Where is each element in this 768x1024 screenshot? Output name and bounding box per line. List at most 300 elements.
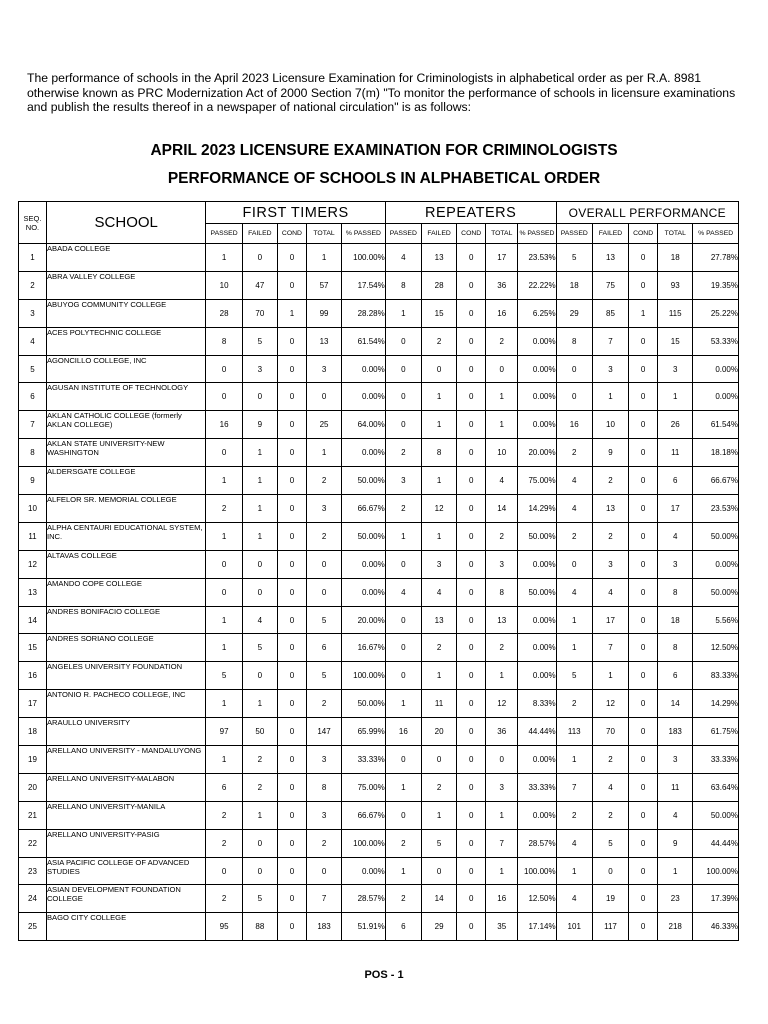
overall-subheader-cond: COND [629,224,658,244]
overall-cond-cell: 0 [629,885,658,913]
first-timers-passed-cell: 2 [206,829,242,857]
overall-percent-passed-cell: 83.33% [693,662,739,690]
overall-passed-cell: 2 [556,690,592,718]
first-timers-cond-cell: 0 [277,244,306,272]
first-timers-total-cell: 3 [306,495,341,523]
overall-total-cell: 3 [658,746,693,774]
seq-no-cell: 6 [19,383,47,411]
school-name-cell: ABRA VALLEY COLLEGE [46,271,206,299]
repeaters-passed-cell: 0 [385,327,421,355]
first-timers-percent-passed-cell: 50.00% [342,522,386,550]
overall-total-cell: 3 [658,550,693,578]
first-timers-cond-cell: 0 [277,634,306,662]
overall-passed-cell: 4 [556,467,592,495]
repeaters-percent-passed-cell: 6.25% [518,299,556,327]
repeaters-failed-cell: 2 [421,327,456,355]
repeaters-total-cell: 13 [486,606,518,634]
seq-no-cell: 16 [19,662,47,690]
first-timers-percent-passed-cell: 20.00% [342,606,386,634]
first-timers-passed-cell: 0 [206,578,242,606]
seq-no-cell: 7 [19,411,47,439]
first-timers-failed-cell: 9 [242,411,277,439]
repeaters-cond-cell: 0 [457,606,486,634]
overall-failed-cell: 2 [592,522,628,550]
seq-no-cell: 20 [19,773,47,801]
repeaters-percent-passed-cell: 17.14% [518,913,556,941]
repeaters-failed-cell: 1 [421,383,456,411]
overall-failed-cell: 12 [592,690,628,718]
repeaters-passed-cell: 8 [385,271,421,299]
seq-no-cell: 21 [19,801,47,829]
overall-total-cell: 17 [658,495,693,523]
table-row [19,411,739,439]
first-timers-cond-cell: 0 [277,467,306,495]
repeaters-failed-cell: 4 [421,578,456,606]
repeaters-passed-cell: 1 [385,690,421,718]
repeaters-total-cell: 1 [486,383,518,411]
school-name-cell: ALFELOR SR. MEMORIAL COLLEGE [46,495,206,523]
repeaters-cond-cell: 0 [457,829,486,857]
first-timers-cond-cell: 0 [277,606,306,634]
repeaters-percent-passed-cell: 0.00% [518,606,556,634]
first-timers-cond-cell: 0 [277,829,306,857]
repeaters-passed-cell: 0 [385,634,421,662]
overall-failed-cell: 10 [592,411,628,439]
repeaters-total-cell: 3 [486,773,518,801]
repeaters-cond-cell: 0 [457,439,486,467]
overall-total-cell: 218 [658,913,693,941]
repeaters-total-cell: 36 [486,718,518,746]
first-timers-failed-cell: 0 [242,244,277,272]
overall-percent-passed-cell: 18.18% [693,439,739,467]
school-name-cell: ASIAN DEVELOPMENT FOUNDATION COLLEGE [46,885,206,913]
repeaters-total-cell: 16 [486,299,518,327]
school-name-cell: AGONCILLO COLLEGE, INC [46,355,206,383]
repeaters-failed-cell: 12 [421,495,456,523]
repeaters-total-cell: 10 [486,439,518,467]
overall-passed-cell: 2 [556,801,592,829]
repeaters-total-cell: 3 [486,550,518,578]
first-timers-cond-cell: 0 [277,550,306,578]
overall-passed-cell: 101 [556,913,592,941]
first-timers-total-cell: 183 [306,913,341,941]
repeaters-cond-cell: 0 [457,383,486,411]
repeaters-passed-cell: 16 [385,718,421,746]
repeaters-passed-cell: 0 [385,746,421,774]
first-timers-passed-cell: 28 [206,299,242,327]
first-timers-cond-cell: 0 [277,913,306,941]
first-timers-cond-cell: 1 [277,299,306,327]
school-name-cell: ABUYOG COMMUNITY COLLEGE [46,299,206,327]
table-row [19,634,739,662]
school-name-cell: AMANDO COPE COLLEGE [46,578,206,606]
repeaters-cond-cell: 0 [457,690,486,718]
repeaters-passed-cell: 1 [385,522,421,550]
table-row [19,690,739,718]
school-name-cell: ALTAVAS COLLEGE [46,550,206,578]
school-name-cell: ALPHA CENTAURI EDUCATIONAL SYSTEM, INC. [46,522,206,550]
repeaters-cond-cell: 0 [457,857,486,885]
school-name-cell: ANDRES BONIFACIO COLLEGE [46,606,206,634]
repeaters-cond-cell: 0 [457,327,486,355]
overall-failed-cell: 3 [592,550,628,578]
overall-total-cell: 18 [658,244,693,272]
repeaters-cond-cell: 0 [457,662,486,690]
repeaters-total-cell: 0 [486,746,518,774]
table-row [19,439,739,467]
table-row [19,606,739,634]
repeaters-failed-cell: 5 [421,829,456,857]
first-timers-failed-cell: 4 [242,606,277,634]
first-timers-total-cell: 0 [306,383,341,411]
overall-passed-cell: 0 [556,355,592,383]
overall-cond-cell: 0 [629,411,658,439]
repeaters-cond-cell: 0 [457,885,486,913]
document-subtitle: PERFORMANCE OF SCHOOLS IN ALPHABETICAL ORDER [167,170,601,187]
table-row [19,578,739,606]
school-name-cell: ABADA COLLEGE [46,244,206,272]
first-timers-percent-passed-cell: 100.00% [342,662,386,690]
overall-percent-passed-cell: 23.53% [693,495,739,523]
table-row [19,550,739,578]
overall-passed-cell: 7 [556,773,592,801]
overall-cond-cell: 0 [629,439,658,467]
first-timers-failed-cell: 5 [242,885,277,913]
first-timers-passed-cell: 2 [206,801,242,829]
overall-passed-cell: 4 [556,495,592,523]
repeaters-passed-cell: 4 [385,578,421,606]
repeaters-cond-cell: 0 [457,495,486,523]
seq-no-cell: 9 [19,467,47,495]
first-timers-total-cell: 147 [306,718,341,746]
first-timers-total-cell: 99 [306,299,341,327]
first-timers-cond-cell: 0 [277,801,306,829]
overall-cond-cell: 0 [629,718,658,746]
first-timers-percent-passed-cell: 28.57% [342,885,386,913]
overall-failed-cell: 117 [592,913,628,941]
overall-percent-passed-cell: 0.00% [693,383,739,411]
first-timers-percent-passed-cell: 0.00% [342,550,386,578]
repeaters-failed-cell: 3 [421,550,456,578]
first-timers-passed-cell: 0 [206,439,242,467]
overall-percent-passed-cell: 61.54% [693,411,739,439]
repeaters-failed-cell: 13 [421,244,456,272]
repeaters-percent-passed-cell: 0.00% [518,746,556,774]
first-timers-passed-cell: 1 [206,244,242,272]
repeaters-cond-cell: 0 [457,550,486,578]
overall-total-cell: 4 [658,522,693,550]
first-timers-subheader-cond: COND [277,224,306,244]
first-timers-total-cell: 57 [306,271,341,299]
first-timers-passed-cell: 2 [206,495,242,523]
overall-passed-cell: 5 [556,244,592,272]
repeaters-passed-cell: 0 [385,411,421,439]
table-row [19,244,739,272]
school-name-cell: AGUSAN INSTITUTE OF TECHNOLOGY [46,383,206,411]
first-timers-percent-passed-cell: 0.00% [342,857,386,885]
repeaters-total-cell: 1 [486,411,518,439]
overall-failed-cell: 70 [592,718,628,746]
repeaters-subheader-cond: COND [457,224,486,244]
overall-failed-cell: 3 [592,355,628,383]
school-name-cell: ACES POLYTECHNIC COLLEGE [46,327,206,355]
overall-passed-cell: 16 [556,411,592,439]
table-row [19,327,739,355]
document-title: APRIL 2023 LICENSURE EXAMINATION FOR CRIMINOLOGISTS [150,142,618,159]
overall-percent-passed-cell: 19.35% [693,271,739,299]
repeaters-total-cell: 7 [486,829,518,857]
repeaters-percent-passed-cell: 22.22% [518,271,556,299]
first-timers-total-cell: 5 [306,662,341,690]
repeaters-total-cell: 2 [486,522,518,550]
first-timers-passed-cell: 1 [206,746,242,774]
school-name-cell: ARELLANO UNIVERSITY-PASIG [46,829,206,857]
overall-total-cell: 1 [658,857,693,885]
first-timers-subheader-passed: PASSED [206,224,242,244]
first-timers-percent-passed-cell: 51.91% [342,913,386,941]
overall-failed-cell: 17 [592,606,628,634]
overall-percent-passed-cell: 100.00% [693,857,739,885]
overall-subheader-total: TOTAL [658,224,693,244]
overall-percent-passed-cell: 50.00% [693,801,739,829]
seq-no-cell: 4 [19,327,47,355]
seq-no-cell: 14 [19,606,47,634]
repeaters-subheader-total: TOTAL [486,224,518,244]
repeaters-passed-cell: 0 [385,662,421,690]
overall-percent-passed-cell: 63.64% [693,773,739,801]
repeaters-passed-cell: 4 [385,244,421,272]
repeaters-cond-cell: 0 [457,467,486,495]
repeaters-passed-cell: 1 [385,299,421,327]
school-name-cell: ARELLANO UNIVERSITY-MANILA [46,801,206,829]
first-timers-cond-cell: 0 [277,522,306,550]
repeaters-percent-passed-cell: 44.44% [518,718,556,746]
first-timers-passed-cell: 1 [206,522,242,550]
first-timers-failed-cell: 70 [242,299,277,327]
repeaters-cond-cell: 0 [457,411,486,439]
repeaters-passed-cell: 6 [385,913,421,941]
first-timers-failed-cell: 1 [242,690,277,718]
school-name-cell: ARELLANO UNIVERSITY-MALABON [46,773,206,801]
repeaters-total-cell: 12 [486,690,518,718]
first-timers-percent-passed-cell: 66.67% [342,495,386,523]
repeaters-percent-passed-cell: 23.53% [518,244,556,272]
first-timers-failed-cell: 2 [242,746,277,774]
first-timers-cond-cell: 0 [277,857,306,885]
first-timers-failed-cell: 1 [242,495,277,523]
first-timers-failed-cell: 88 [242,913,277,941]
repeaters-total-cell: 14 [486,495,518,523]
overall-failed-cell: 7 [592,327,628,355]
first-timers-percent-passed-cell: 28.28% [342,299,386,327]
repeaters-percent-passed-cell: 8.33% [518,690,556,718]
first-timers-cond-cell: 0 [277,662,306,690]
repeaters-total-cell: 0 [486,355,518,383]
repeaters-cond-cell: 0 [457,271,486,299]
overall-passed-cell: 1 [556,634,592,662]
table-row [19,829,739,857]
repeaters-percent-passed-cell: 0.00% [518,550,556,578]
first-timers-passed-cell: 10 [206,271,242,299]
table-row [19,495,739,523]
overall-total-cell: 93 [658,271,693,299]
overall-total-cell: 6 [658,662,693,690]
seq-no-cell: 23 [19,857,47,885]
repeaters-percent-passed-cell: 12.50% [518,885,556,913]
first-timers-passed-cell: 95 [206,913,242,941]
overall-subheader-failed: FAILED [592,224,628,244]
overall-passed-cell: 4 [556,829,592,857]
repeaters-percent-passed-cell: 75.00% [518,467,556,495]
table-row [19,662,739,690]
first-timers-cond-cell: 0 [277,773,306,801]
overall-failed-cell: 0 [592,857,628,885]
overall-passed-cell: 18 [556,271,592,299]
overall-percent-passed-cell: 27.78% [693,244,739,272]
repeaters-passed-cell: 2 [385,495,421,523]
overall-total-cell: 115 [658,299,693,327]
repeaters-passed-cell: 0 [385,606,421,634]
repeaters-passed-cell: 3 [385,467,421,495]
school-name-cell: ANTONIO R. PACHECO COLLEGE, INC [46,690,206,718]
first-timers-failed-cell: 3 [242,355,277,383]
first-timers-total-cell: 25 [306,411,341,439]
seq-no-cell: 24 [19,885,47,913]
school-name-cell: ARAULLO UNIVERSITY [46,718,206,746]
repeaters-passed-cell: 0 [385,550,421,578]
first-timers-failed-cell: 1 [242,522,277,550]
header-school: SCHOOL [46,202,206,244]
repeaters-total-cell: 17 [486,244,518,272]
first-timers-percent-passed-cell: 100.00% [342,829,386,857]
first-timers-percent-passed-cell: 65.99% [342,718,386,746]
first-timers-passed-cell: 1 [206,634,242,662]
first-timers-cond-cell: 0 [277,439,306,467]
overall-cond-cell: 0 [629,522,658,550]
repeaters-passed-cell: 0 [385,801,421,829]
table-row [19,383,739,411]
overall-subheader-passed: PASSED [556,224,592,244]
first-timers-passed-cell: 97 [206,718,242,746]
overall-percent-passed-cell: 0.00% [693,550,739,578]
first-timers-percent-passed-cell: 50.00% [342,690,386,718]
header-seq-no: SEQ. NO. [19,202,47,244]
first-timers-percent-passed-cell: 66.67% [342,801,386,829]
first-timers-passed-cell: 2 [206,885,242,913]
overall-failed-cell: 13 [592,495,628,523]
first-timers-percent-passed-cell: 0.00% [342,355,386,383]
seq-no-cell: 22 [19,829,47,857]
table-row [19,857,739,885]
overall-failed-cell: 1 [592,383,628,411]
overall-cond-cell: 0 [629,634,658,662]
first-timers-failed-cell: 47 [242,271,277,299]
first-timers-percent-passed-cell: 0.00% [342,383,386,411]
school-name-cell: ARELLANO UNIVERSITY - MANDALUYONG [46,746,206,774]
overall-total-cell: 14 [658,690,693,718]
repeaters-failed-cell: 0 [421,746,456,774]
overall-passed-cell: 0 [556,383,592,411]
overall-percent-passed-cell: 12.50% [693,634,739,662]
overall-passed-cell: 4 [556,885,592,913]
first-timers-percent-passed-cell: 0.00% [342,439,386,467]
first-timers-failed-cell: 1 [242,439,277,467]
first-timers-percent-passed-cell: 100.00% [342,244,386,272]
overall-total-cell: 11 [658,439,693,467]
overall-cond-cell: 0 [629,327,658,355]
overall-total-cell: 3 [658,355,693,383]
seq-no-cell: 3 [19,299,47,327]
repeaters-failed-cell: 1 [421,801,456,829]
overall-total-cell: 9 [658,829,693,857]
overall-total-cell: 8 [658,634,693,662]
repeaters-total-cell: 36 [486,271,518,299]
first-timers-cond-cell: 0 [277,746,306,774]
repeaters-passed-cell: 2 [385,439,421,467]
repeaters-total-cell: 4 [486,467,518,495]
overall-failed-cell: 1 [592,662,628,690]
seq-no-cell: 18 [19,718,47,746]
overall-cond-cell: 0 [629,913,658,941]
overall-passed-cell: 1 [556,857,592,885]
repeaters-cond-cell: 0 [457,718,486,746]
first-timers-total-cell: 8 [306,773,341,801]
repeaters-passed-cell: 0 [385,355,421,383]
seq-no-cell: 25 [19,913,47,941]
repeaters-failed-cell: 28 [421,271,456,299]
overall-passed-cell: 1 [556,606,592,634]
school-name-cell: BAGO CITY COLLEGE [46,913,206,941]
first-timers-percent-passed-cell: 17.54% [342,271,386,299]
overall-percent-passed-cell: 61.75% [693,718,739,746]
overall-failed-cell: 13 [592,244,628,272]
repeaters-percent-passed-cell: 0.00% [518,383,556,411]
first-timers-percent-passed-cell: 50.00% [342,467,386,495]
first-timers-subheader-percent-passed: % PASSED [342,224,386,244]
overall-passed-cell: 113 [556,718,592,746]
table-row [19,467,739,495]
first-timers-total-cell: 1 [306,244,341,272]
first-timers-passed-cell: 0 [206,550,242,578]
repeaters-failed-cell: 14 [421,885,456,913]
repeaters-failed-cell: 15 [421,299,456,327]
table-row [19,718,739,746]
repeaters-cond-cell: 0 [457,299,486,327]
first-timers-failed-cell: 0 [242,383,277,411]
overall-passed-cell: 1 [556,746,592,774]
repeaters-subheader-passed: PASSED [385,224,421,244]
seq-no-cell: 12 [19,550,47,578]
school-name-cell: ANDRES SORIANO COLLEGE [46,634,206,662]
repeaters-total-cell: 8 [486,578,518,606]
table-row [19,299,739,327]
overall-cond-cell: 0 [629,829,658,857]
overall-percent-passed-cell: 66.67% [693,467,739,495]
table-row [19,913,739,941]
first-timers-failed-cell: 2 [242,773,277,801]
overall-total-cell: 23 [658,885,693,913]
overall-cond-cell: 0 [629,606,658,634]
seq-no-cell: 17 [19,690,47,718]
repeaters-percent-passed-cell: 100.00% [518,857,556,885]
overall-percent-passed-cell: 14.29% [693,690,739,718]
first-timers-percent-passed-cell: 61.54% [342,327,386,355]
repeaters-percent-passed-cell: 0.00% [518,634,556,662]
school-name-cell: AKLAN CATHOLIC COLLEGE (formerly AKLAN COLLEGE) [46,411,206,439]
overall-cond-cell: 0 [629,746,658,774]
overall-passed-cell: 29 [556,299,592,327]
table-row [19,271,739,299]
